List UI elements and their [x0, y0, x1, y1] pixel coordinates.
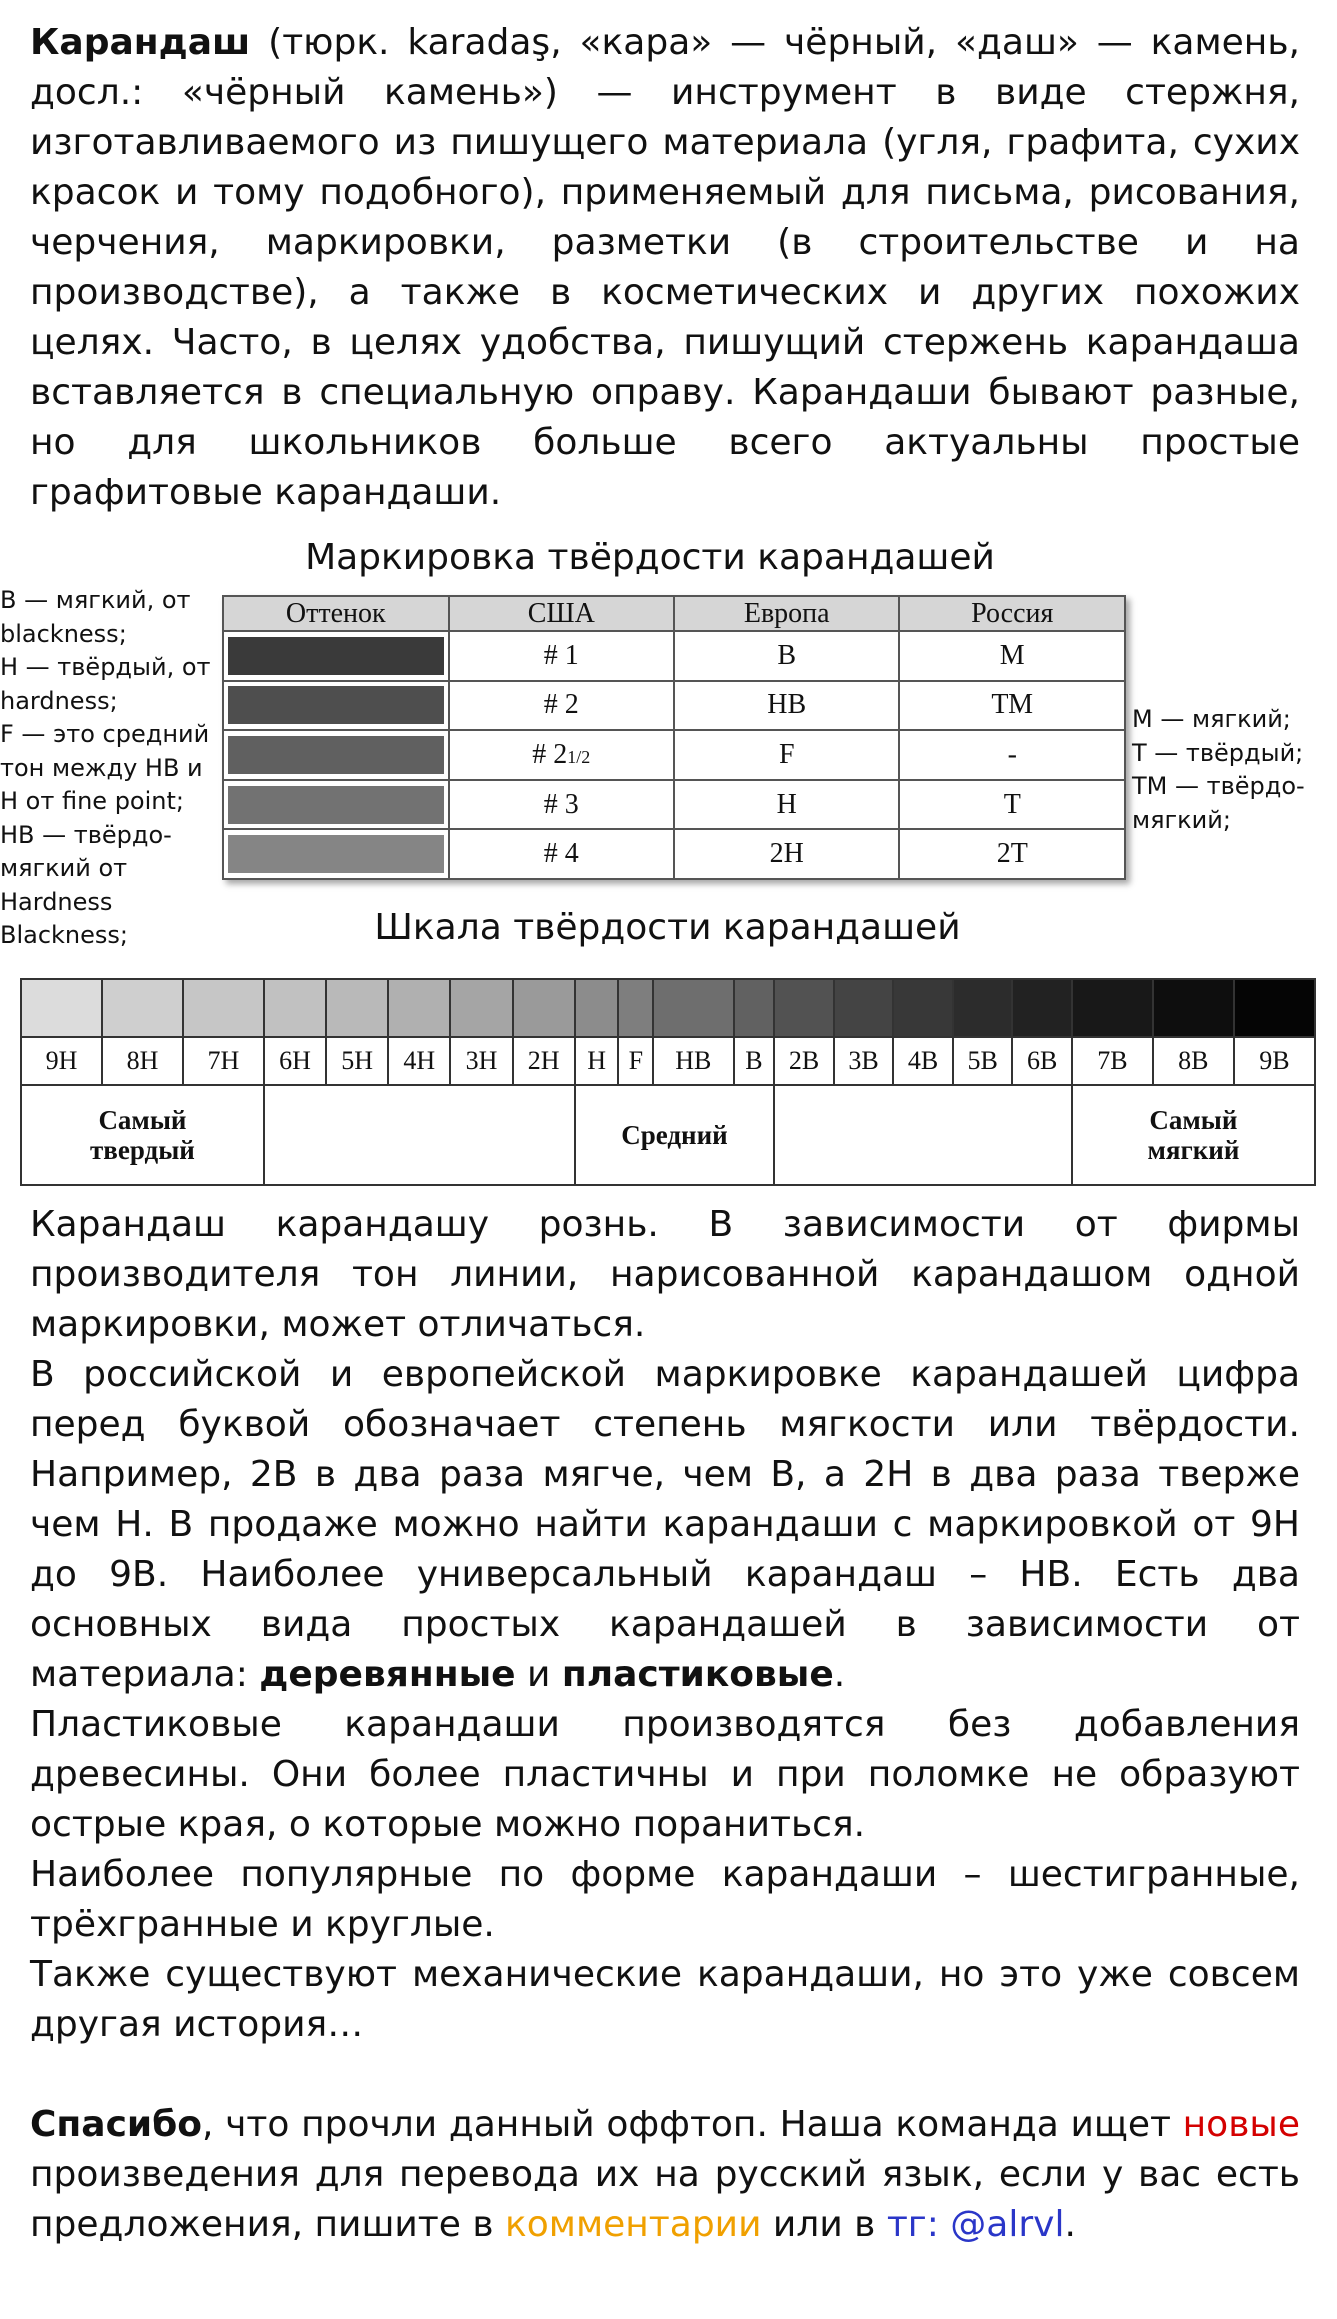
- marking-russia-cell: Т: [899, 780, 1125, 830]
- scale-shade-cell: [734, 979, 775, 1037]
- scale-grade-label: 9B: [1234, 1037, 1315, 1085]
- scale-shade-cell: [450, 979, 512, 1037]
- scale-shade-cell: [774, 979, 834, 1037]
- scale-shade-cell: [618, 979, 653, 1037]
- marking-header-europe: Европа: [674, 596, 900, 631]
- scale-grade-label: 8B: [1153, 1037, 1234, 1085]
- marking-header-row: [223, 596, 1125, 631]
- marking-usa-cell: [449, 730, 674, 780]
- marking-europe-cell: 2H: [674, 829, 900, 879]
- marking-russia-cell: 2Т: [899, 829, 1125, 879]
- shade-swatch: [228, 835, 444, 873]
- scale-grade-label: HB: [653, 1037, 733, 1085]
- scale-shade-cell: [102, 979, 183, 1037]
- scale-group-softest: [1072, 1085, 1315, 1185]
- scale-shade-cell: [21, 979, 102, 1037]
- scale-grade-label: 5B: [953, 1037, 1013, 1085]
- marking-row: [223, 829, 1125, 879]
- shade-swatch: [228, 686, 444, 724]
- scale-grade-label: B: [734, 1037, 775, 1085]
- marking-row: [223, 681, 1125, 731]
- body-paragraph-2: [30, 1350, 1300, 1700]
- marking-table-body: [223, 631, 1125, 879]
- scale-group-hardest-label: Самый твердый: [90, 1105, 195, 1165]
- scale-grade-row: [21, 1037, 1315, 1085]
- scale-shade-cell: [1234, 979, 1315, 1037]
- comments-link[interactable]: комментарии: [505, 2204, 762, 2245]
- marking-right-note: М — мягкий; Т — твёрдый; ТМ — твёрдо- мягкий;: [1132, 705, 1305, 834]
- intro-term: Карандаш: [30, 22, 251, 63]
- marking-row: [223, 730, 1125, 780]
- marking-shade-cell: [223, 780, 449, 830]
- scale-shade-cell: [834, 979, 894, 1037]
- telegram-link[interactable]: тг: @alrvl: [886, 2204, 1065, 2245]
- outro-text-4: .: [1064, 2204, 1076, 2245]
- outro-new-word: новые: [1182, 2104, 1300, 2145]
- marking-shade-cell: [223, 829, 449, 879]
- marking-usa-value: # 2: [543, 689, 579, 721]
- body-paragraph-1: Карандаш карандашу рознь. В зависимости от фирмы производителя тон линии, нарисованной карандашом одной маркировки, может отличаться.: [30, 1204, 1300, 1345]
- scale-group-row: [21, 1085, 1315, 1185]
- scale-group-hardest: [21, 1085, 264, 1185]
- scale-shade-cell: [388, 979, 450, 1037]
- scale-grade-label: 9H: [21, 1037, 102, 1085]
- scale-shade-cell: [326, 979, 388, 1037]
- marking-table: [222, 595, 1126, 880]
- scale-grade-label: 5H: [326, 1037, 388, 1085]
- scale-grade-label: 3B: [834, 1037, 894, 1085]
- scale-shade-cell: [575, 979, 619, 1037]
- marking-europe-cell: F: [674, 730, 900, 780]
- marking-usa-cell: [449, 780, 674, 830]
- scale-grade-label: 7H: [183, 1037, 264, 1085]
- scale-grade-label: 8H: [102, 1037, 183, 1085]
- marking-russia-cell: -: [899, 730, 1125, 780]
- marking-row: [223, 780, 1125, 830]
- marking-shade-cell: [223, 681, 449, 731]
- marking-usa-value: # 2: [532, 739, 568, 771]
- scale-grade-label: 3H: [450, 1037, 512, 1085]
- scale-shade-cell: [893, 979, 953, 1037]
- marking-usa-value: # 1: [543, 639, 579, 671]
- hardness-scale-table: [20, 978, 1316, 1186]
- outro-paragraph: [30, 2100, 1300, 2250]
- marking-header-usa: США: [449, 596, 674, 631]
- outro-text-2: произведения для перевода их на русский язык, если у вас есть предложения, пишите в: [30, 2154, 1300, 2245]
- marking-russia-cell: М: [899, 631, 1125, 681]
- scale-shade-cell: [953, 979, 1013, 1037]
- scale-group-gap-left: [264, 1085, 575, 1185]
- body-paragraph-3: Пластиковые карандаши производятся без добавления древесины. Они более пластичны и при поломке не образуют острые края, о которые можно пораниться.: [30, 1704, 1300, 1845]
- scale-grade-label: 2H: [513, 1037, 575, 1085]
- scale-shade-cell: [653, 979, 733, 1037]
- body-paragraph-2-and: и: [515, 1654, 562, 1695]
- marking-shade-cell: [223, 631, 449, 681]
- marking-shade-cell: [223, 730, 449, 780]
- marking-russia-cell: ТМ: [899, 681, 1125, 731]
- scale-group-medium: Средний: [575, 1085, 775, 1185]
- scale-grade-label: H: [575, 1037, 619, 1085]
- marking-header-russia: Россия: [899, 596, 1125, 631]
- marking-left-note: B — мягкий, от blackness; H — твёрдый, от hardness; F — это средний тон между HB и H от fine point; HB — твёрдо- мягкий от Hardness Blackness;: [0, 586, 211, 949]
- marking-usa-value: # 3: [543, 788, 579, 820]
- marking-usa-cell: [449, 631, 674, 681]
- marking-europe-cell: HB: [674, 681, 900, 731]
- outro-text-1: , что прочли данный оффтоп. Наша команда ищет: [202, 2104, 1183, 2145]
- body-paragraph-2-text: В российской и европейской маркировке карандашей цифра перед буквой обозначает степень мягкости или твёрдости. Например, 2В в два раза мягче, чем В, а 2Н в два раза тверже чем Н. В продаже можно найти карандаши с маркировкой от 9Н до 9В. Наиболее универсальный карандаш – НВ. Есть два основных вида простых карандашей в зависимости от материала:: [30, 1354, 1300, 1695]
- scale-grade-label: 4B: [893, 1037, 953, 1085]
- scale-grade-label: 2B: [774, 1037, 834, 1085]
- scale-shade-row: [21, 979, 1315, 1037]
- scale-shade-cell: [1153, 979, 1234, 1037]
- scale-shade-cell: [513, 979, 575, 1037]
- scale-shade-cell: [183, 979, 264, 1037]
- scale-grade-label: 7B: [1072, 1037, 1153, 1085]
- scale-grade-label: F: [618, 1037, 653, 1085]
- marking-usa-value: # 4: [543, 838, 579, 870]
- scale-shade-cell: [1072, 979, 1153, 1037]
- shade-swatch: [228, 736, 444, 774]
- scale-grade-label: 4H: [388, 1037, 450, 1085]
- marking-header-shade: Оттенок: [223, 596, 449, 631]
- marking-europe-cell: B: [674, 631, 900, 681]
- shade-swatch: [228, 786, 444, 824]
- scale-shade-cell: [1012, 979, 1072, 1037]
- plastic-term: пластиковые: [561, 1654, 834, 1695]
- body-paragraph-2-end: .: [833, 1654, 846, 1695]
- marking-usa-cell: [449, 681, 674, 731]
- scale-group-gap-right: [774, 1085, 1072, 1185]
- body-paragraph-5: Также существуют механические карандаши, но это уже совсем другая история…: [30, 1954, 1300, 2045]
- marking-usa-cell: [449, 829, 674, 879]
- scale-grade-label: 6B: [1012, 1037, 1072, 1085]
- scale-caption: Шкала твёрдости карандашей: [374, 907, 961, 948]
- intro-paragraph: [30, 18, 1300, 518]
- outro-thanks: Спасибо: [30, 2104, 203, 2145]
- marking-usa-fraction: 1/2: [567, 747, 591, 768]
- scale-shade-cell: [264, 979, 326, 1037]
- intro-text: (тюрк. karadaş, «кара» — чёрный, «даш» — камень, досл.: «чёрный камень») — инструмент в виде стержня, изготавливаемого из пишущего материала (угля, графита, сухих красок и тому подобного), применяемый для письма, рисования, черчения, маркировки, разметки (в строительстве и на производстве), а также в косметических и других похожих целях. Часто, в целях удобства, пишущий стержень карандаша вставляется в специальную оправу. Карандаши бывают разные, но для школьников больше всего актуальны простые графитовые карандаши.: [30, 22, 1300, 513]
- scale-grade-label: 6H: [264, 1037, 326, 1085]
- marking-europe-cell: H: [674, 780, 900, 830]
- body-paragraph-4: Наиболее популярные по форме карандаши – шестигранные, трёхгранные и круглые.: [30, 1854, 1300, 1945]
- scale-group-softest-label: Самый мягкий: [1147, 1105, 1240, 1165]
- outro-text-3: или в: [761, 2204, 887, 2245]
- wooden-term: деревянные: [259, 1654, 516, 1695]
- marking-caption: Маркировка твёрдости карандашей: [305, 537, 995, 578]
- shade-swatch: [228, 637, 444, 675]
- marking-row: [223, 631, 1125, 681]
